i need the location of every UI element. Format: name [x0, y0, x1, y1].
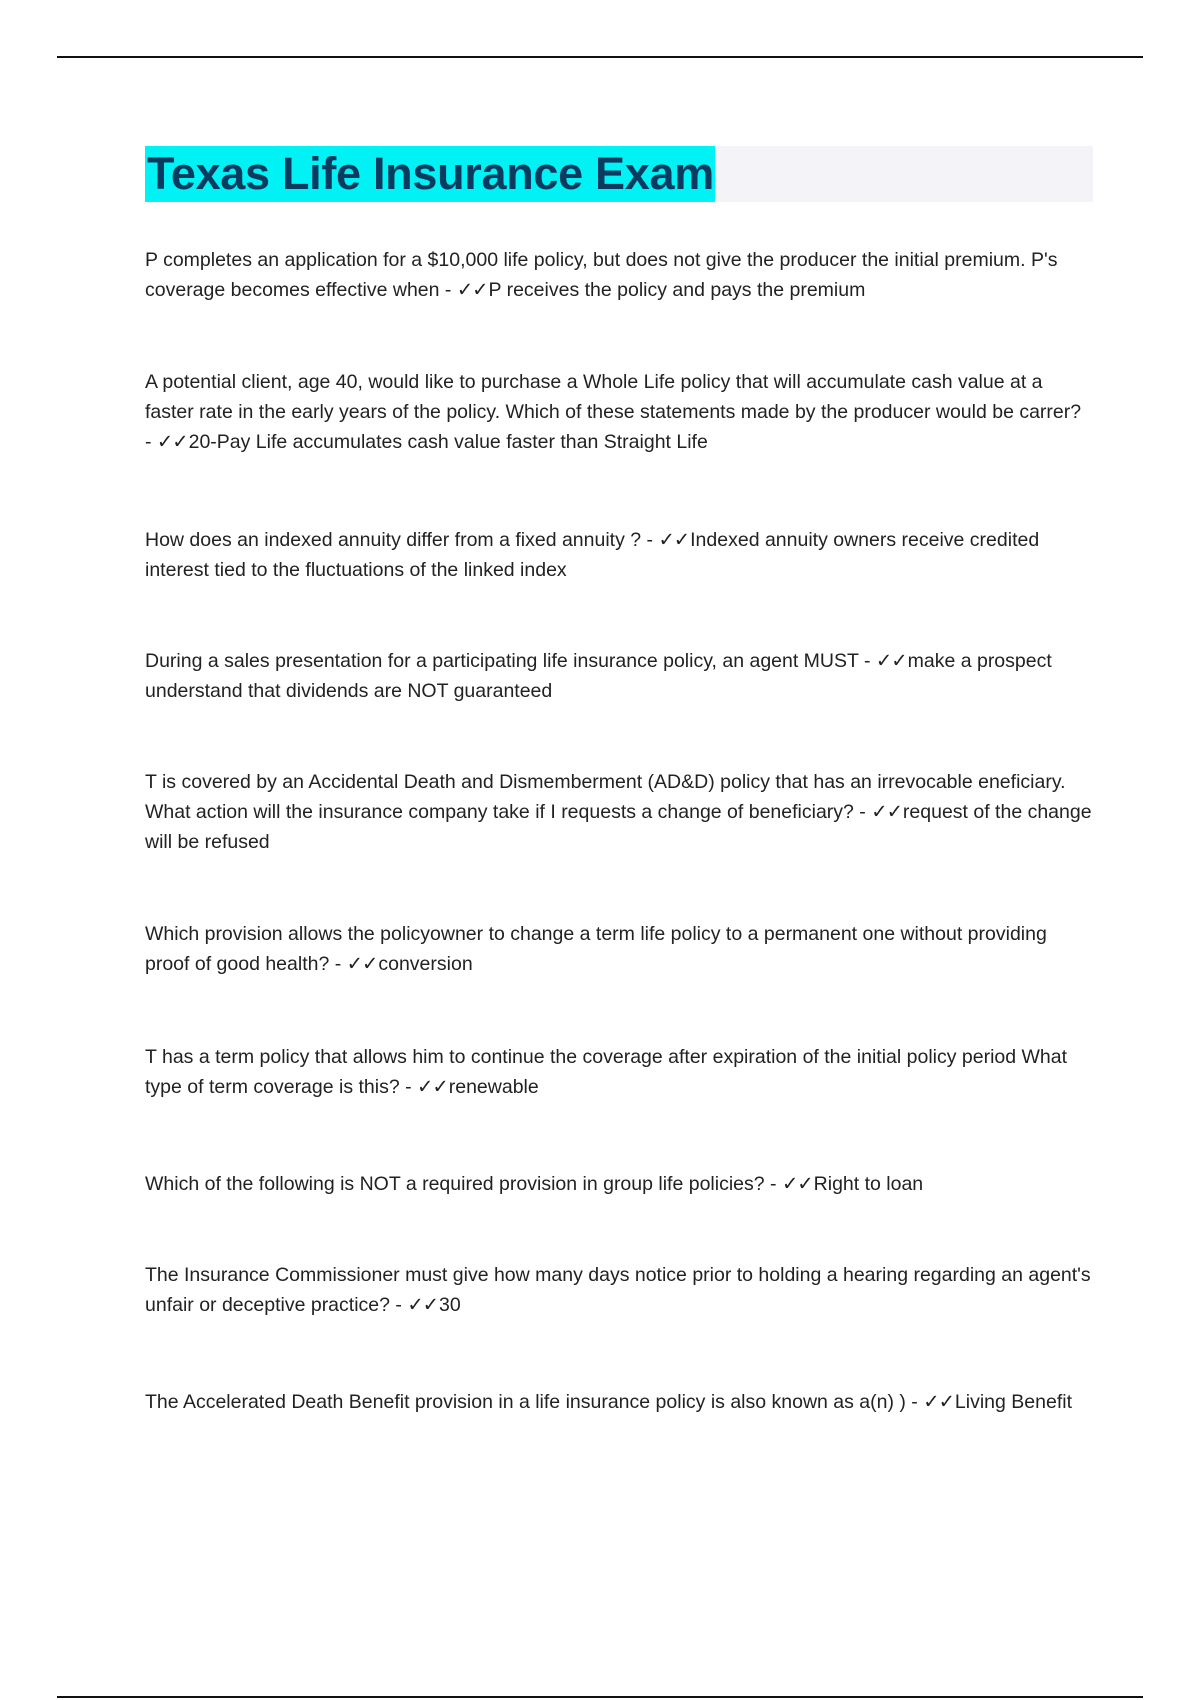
question-text: A potential client, age 40, would like to purchase a Whole Life policy that will accumulate cash value at a faster rate in the early years of the policy. Which of these statements made by the producer would be carrer? — [145, 371, 1082, 423]
answer-text: make a prospect understand that dividends are NOT guaranteed — [145, 650, 1052, 702]
qa-separator: - — [439, 279, 457, 301]
check-mark-icon: ✓✓ — [456, 279, 488, 301]
question-text: Which provision allows the policyowner to change a term life policy to a permanent one without providing proof of good health? — [145, 923, 1047, 975]
answer-text: Living Benefit — [954, 1391, 1072, 1413]
check-mark-icon: ✓✓ — [871, 801, 902, 823]
answer-text: Right to loan — [813, 1173, 924, 1195]
qa-item-10 — [145, 1387, 1095, 1417]
qa-item-3 — [145, 525, 1095, 585]
check-mark-icon: ✓✓ — [658, 529, 690, 551]
qa-separator: - — [858, 650, 876, 672]
check-mark-icon: ✓✓ — [875, 650, 907, 672]
qa-separator: - — [329, 953, 347, 975]
qa-item-2 — [145, 367, 1095, 457]
answer-text: P receives the policy and pays the premium — [488, 279, 866, 301]
check-mark-icon: ✓✓ — [156, 431, 188, 453]
question-text: The Accelerated Death Benefit provision in a life insurance policy is also known as a(n) ) — [145, 1391, 906, 1413]
check-mark-icon: ✓✓ — [417, 1076, 448, 1098]
qa-separator: - — [389, 1294, 408, 1316]
top-rule — [57, 56, 1143, 58]
question-text: T is covered by an Accidental Death and Dismemberment (AD&D) policy that has an irrevocable eneficiary. What action will the insurance company take if I requests a change of beneficiary? — [145, 771, 1066, 823]
question-text: T has a term policy that allows him to continue the coverage after expiration of the initial policy period What type of term coverage is this? — [145, 1046, 1068, 1098]
document-title: Texas Life Insurance Exam — [145, 146, 715, 202]
question-text: Which of the following is NOT a required provision in group life policies? — [145, 1173, 765, 1195]
answer-text: request of the change will be refused — [145, 801, 1092, 853]
qa-item-7 — [145, 1042, 1095, 1102]
question-text: The Insurance Commissioner must give how many days notice prior to holding a hearing regarding an agent's unfair or deceptive practice? — [145, 1264, 1091, 1316]
answer-text: Indexed annuity owners receive credited interest tied to the fluctuations of the linked index — [145, 529, 1040, 581]
answer-text: conversion — [378, 953, 473, 975]
bottom-rule — [57, 1696, 1143, 1698]
qa-item-4 — [145, 646, 1095, 706]
qa-item-8 — [145, 1169, 1095, 1199]
qa-separator: - — [853, 801, 872, 823]
qa-item-6 — [145, 919, 1095, 979]
title-band — [145, 146, 1093, 202]
check-mark-icon: ✓✓ — [407, 1294, 438, 1316]
check-mark-icon: ✓✓ — [923, 1391, 954, 1413]
qa-item-9 — [145, 1260, 1095, 1320]
answer-text: 20-Pay Life accumulates cash value faster than Straight Life — [188, 431, 708, 453]
answer-text: renewable — [448, 1076, 539, 1098]
question-text: P completes an application for a $10,000 life policy, but does not give the producer the initial premium. P's coverage becomes effective when — [145, 249, 1058, 301]
qa-separator: - — [905, 1391, 924, 1413]
answer-text: 30 — [439, 1294, 461, 1316]
qa-item-1 — [145, 245, 1095, 305]
qa-separator: - — [399, 1076, 418, 1098]
check-mark-icon: ✓✓ — [346, 953, 378, 975]
check-mark-icon: ✓✓ — [781, 1173, 813, 1195]
qa-separator: - — [641, 529, 659, 551]
question-text: During a sales presentation for a participating life insurance policy, an agent MUST — [145, 650, 859, 672]
question-text: How does an indexed annuity differ from a fixed annuity ? — [145, 529, 642, 551]
qa-separator: - — [145, 431, 157, 453]
qa-separator: - — [764, 1173, 782, 1195]
qa-item-5 — [145, 767, 1095, 857]
